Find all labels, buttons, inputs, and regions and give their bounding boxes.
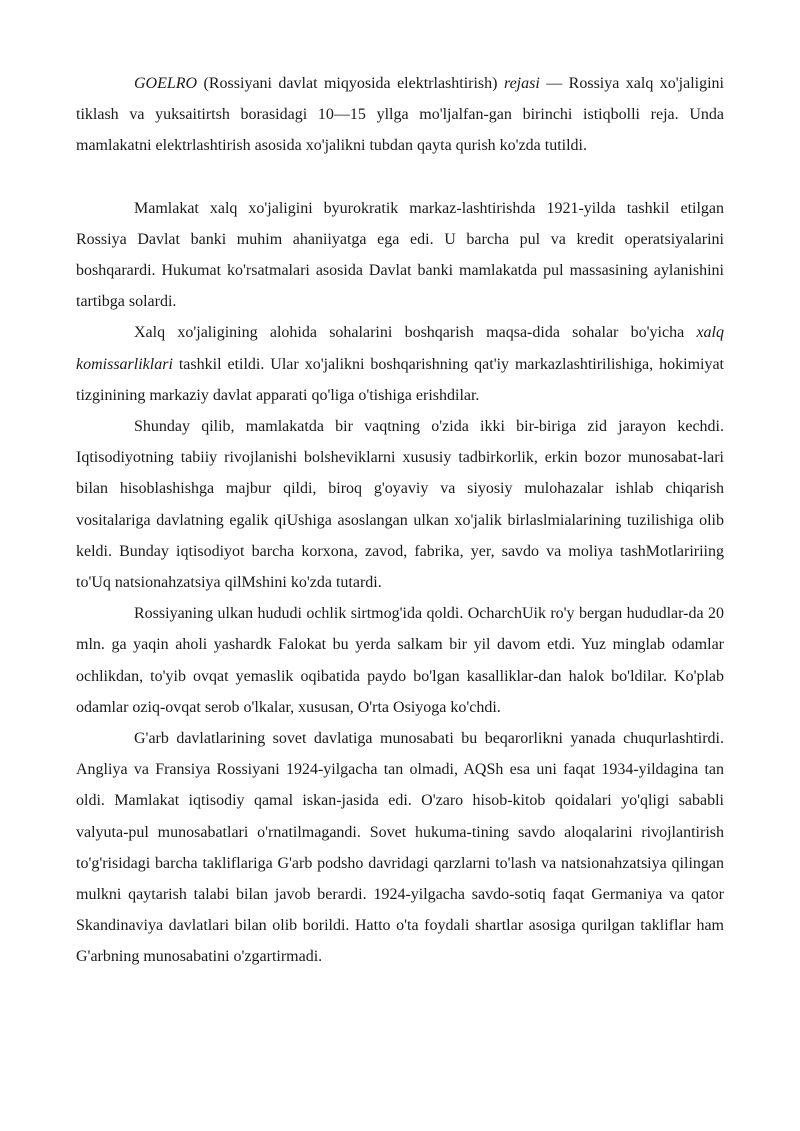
paragraph-text: (Rossiyani davlat miqyosida elektrlashtirish) xyxy=(197,75,504,92)
paragraph-text: — Rossiya xalq xo'jaligini tiklash va yuksaitirtsh borasidagi 10—15 yllga mo'ljalfan-gan birinchi istiqbolli reja. Unda mamlakatni elektrlashtirish asosida xo'jalikni tubdan qayta qurish ko'zda tutildi. xyxy=(76,75,724,155)
paragraph-text: Xalq xo'jaligining alohida sohalarini boshqarish maqsa-dida sohalar bo'yicha xyxy=(134,324,697,342)
term-xalq-komissarliklari: xalq komissarliklari xyxy=(76,324,724,373)
paragraph-ochlik: Rossiyaning ulkan hududi ochlik sirtmog'ida qoldi. OcharchUik ro'y bergan hududlar-da 20 mln. ga yaqin aholi yashardk Falokat bu yerda salkam bir yil davom etdi. Yuz minglab odamlar ochlikdan, to'yib ovqat yemaslik oqibatida paydo bo'lgan kasalliklar-dan halok bo'ldilar. Ko'plab odamlar oziq-ovqat serob o'lkalar, xususan, O'rta Osiyoga ko'chdi. xyxy=(76,605,724,716)
paragraph-davlat-banki: Mamlakat xalq xo'jaligini byurokratik markaz-lashtirishda 1921-yilda tashkil etilgan Rossiya Davlat banki muhim ahaniiyatga ega edi. U barcha pul va kredit operatsiyalarini boshqarardi. Hukumat ko'rsatmalari asosida Davlat banki mamlakatda pul massasining aylanishini tartibga solardi. xyxy=(76,199,724,311)
paragraph-zid-jarayon: Shunday qilib, mamlakatda bir vaqtning o'zida ikki bir-biriga zid jarayon kechdi. Iqtisodiyotning tabiiy rivojlanishi bolsheviklarni xususiy tadbirkorlik, erkin bozor munosabat-lari bilan hisoblashishga majbur qildi, biroq g'oyaviy va siyosiy mulohazalar ishlab chiqarish vositalariga davlatning egalik qiUshiga asoslangan ulkan xo'jalik birlaslmialarining tuzilishiga olib keldi. Bunday iqtisodiyot barcha korxona, zavod, fabrika, yer, savdo va moliya tashMotlaririing to'Uq natsionahzatsiya qilMshini ko'zda tutardi. xyxy=(76,418,724,592)
term-rejasi: rejasi xyxy=(503,75,540,92)
paragraph-spacer xyxy=(76,162,724,193)
paragraph-goelro xyxy=(76,68,724,162)
term-goelro: GOELRO xyxy=(134,75,198,92)
document-page xyxy=(76,68,724,973)
paragraph-text: tashkil etildi. Ular xo'jalikni boshqarishning qat'iy markazlashtirilishiga, hokimiyat tizginining markaziy davlat apparati qo'liga o'tishiga erishdilar. xyxy=(76,355,724,404)
paragraph-xalq-komissarliklari xyxy=(76,317,724,411)
paragraph-garb-davlatlari: G'arb davlatlarining sovet davlatiga munosabati bu beqarorlikni yanada chuqurlashtirdi. Angliya va Fransiya Rossiyani 1924-yilgacha tan olmadi, AQSh esa uni faqat 1934-yildagina tan oldi. Mamlakat iqtisodiy qamal iskan-jasida edi. O'zaro hisob-kitob qoidalari yo'qligi sababli valyuta-pul munosabatlari o'rnatilmagandi. Sovet hukuma-tining savdo aloqalarini rivojlantirish to'g'risidagi barcha takliflariga G'arb podsho davridagi qarzlarni to'lash va natsionahzatsiya qilingan mulkni qaytarish talabi bilan javob berardi. 1924-yilgacha savdo-sotiq faqat Germaniya va qator Skandinaviya davlatlari bilan olib borildi. Hatto o'ta foydali shartlar asosiga qurilgan takliflar ham G'arbning munosabatini o'zgartirmadi. xyxy=(76,730,724,966)
